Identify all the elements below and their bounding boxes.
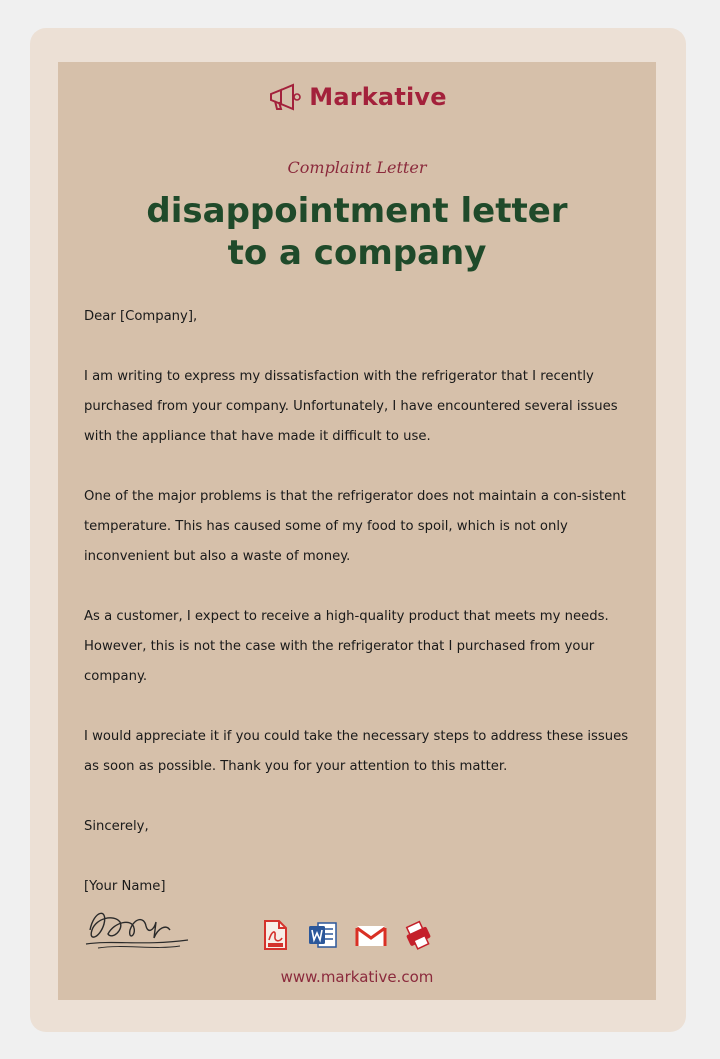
title-line-2: to a company [227,233,487,273]
letter-title [58,190,656,274]
print-icon[interactable] [402,918,436,952]
paragraph-3: As a customer, I expect to receive a high-quality product that meets my needs. However, this is not the case with the refrigerator that I purchased from your company. [84,609,609,684]
word-icon[interactable] [306,918,340,952]
greeting: Dear [Company], [84,309,198,324]
title-line-1: disappointment letter [146,191,568,231]
paragraph-2: One of the major problems is that the refrigerator does not maintain a con-sistent temperature. This has caused some of my food to spoil, which is not only inconvenient but also a waste of money. [84,489,626,564]
paragraph-1: I am writing to express my dissatisfaction with the refrigerator that I recently purchased from your company. Unfortunately, I have encountered several issues with the appliance that have made it difficult to use. [84,369,618,444]
website-link[interactable]: www.markative.com [280,968,434,986]
paragraph-4: I would appreciate it if you could take the necessary steps to address these issues as soon as possible. Thank you for your attention to this matter. [84,729,629,774]
gmail-icon[interactable] [354,918,388,952]
letter-body [84,302,632,932]
closing: Sincerely, [84,819,149,834]
letter-page [58,62,656,1000]
megaphone-icon [267,82,303,112]
download-icons [258,918,436,952]
name-placeholder: [Your Name] [84,879,166,894]
pdf-icon[interactable] [258,918,292,952]
letter-subtitle: Complaint Letter [287,158,427,177]
brand-logo [58,82,656,112]
brand-name: Markative [309,83,447,111]
signature-icon [84,900,194,954]
